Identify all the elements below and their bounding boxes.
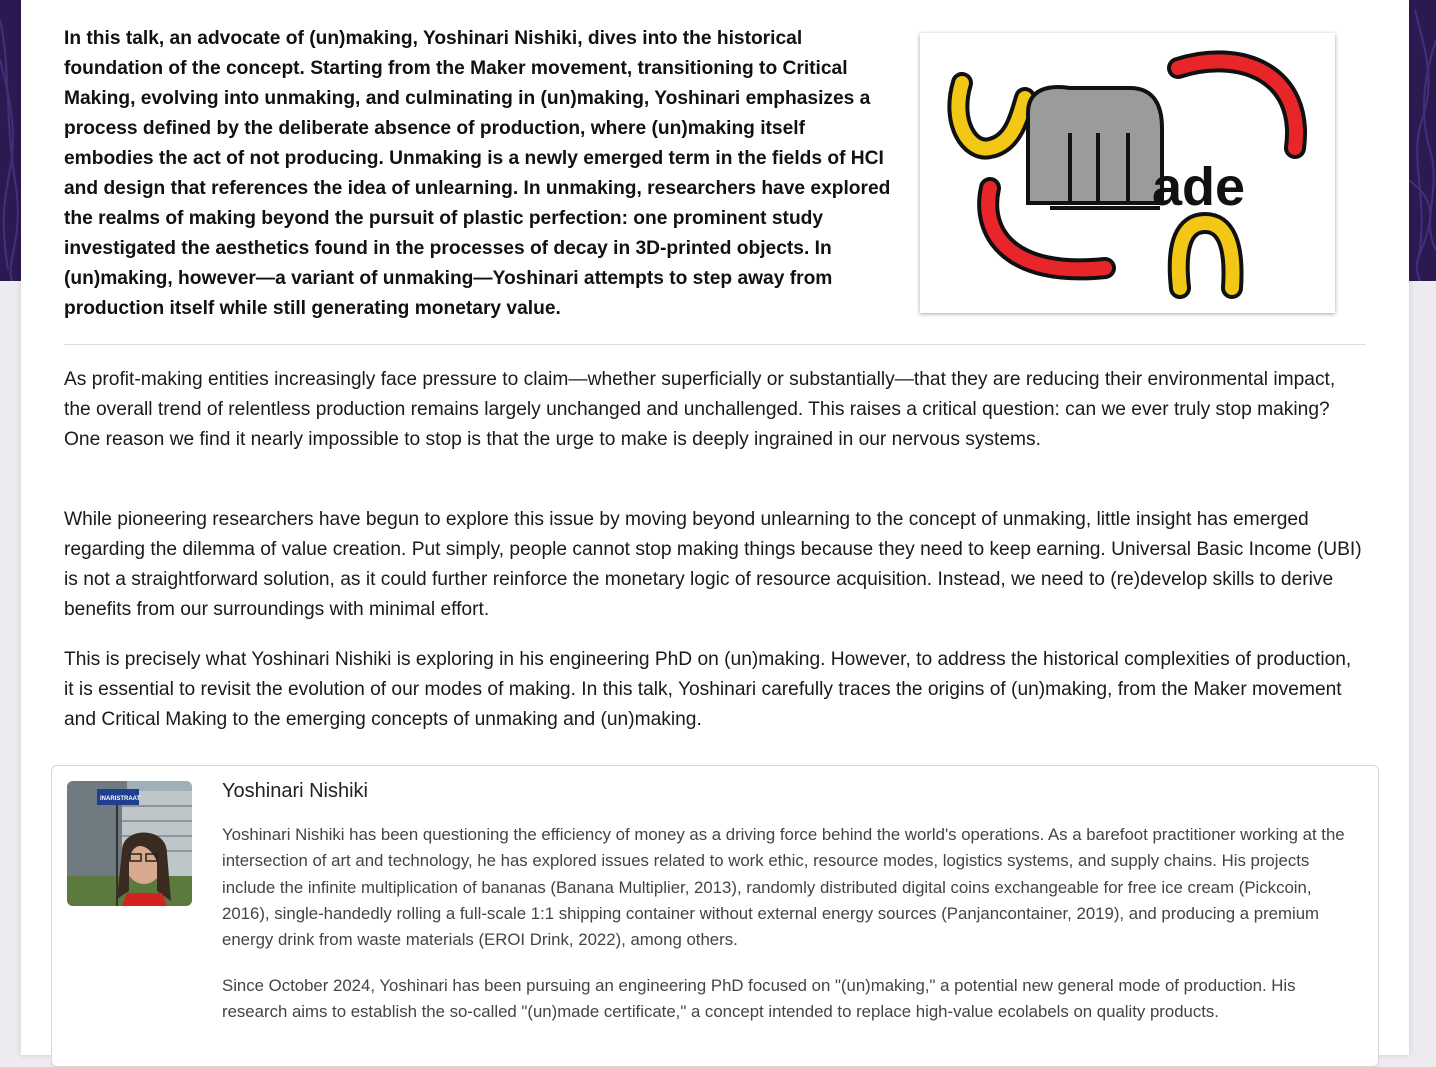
section-divider bbox=[64, 344, 1366, 345]
speaker-bio-2: Since October 2024, Yoshinari has been pursuing an engineering PhD focused on "(un)making," a potential new general mode of production. His research aims to establish the so-called "(un)made certificate," a concept intended to replace high-value ecolabels on quality products. bbox=[222, 976, 1296, 1022]
unmade-logo-graphic bbox=[920, 33, 1335, 313]
body-paragraph-3: This is precisely what Yoshinari Nishiki is exploring in his engineering PhD on (un)making. However, to address the historical complexities of production, it is essential to revisit the evolution of our modes of making. In this talk, Yoshinari carefully traces the origins of (un)making, from the Maker movement and Critical Making to the emerging concepts of unmaking and (un)making. bbox=[64, 649, 1352, 730]
street-sign-text: INARISTRAAT bbox=[100, 796, 141, 802]
content-page bbox=[21, 0, 1409, 1055]
speaker-name: Yoshinari Nishiki bbox=[222, 780, 368, 802]
body-paragraph-2: While pioneering researchers have begun to explore this issue by moving beyond unlearning to the concept of unmaking, little insight has emerged regarding the dilemma of value creation. Put simply, people cannot stop making things because they need to keep earning. Universal Basic Income (UBI) is not a straightforward solution, as it could further reinforce the monetary logic of resource acquisition. Instead, we need to (re)develop skills to derive benefits from our surroundings with minimal effort. bbox=[64, 509, 1362, 620]
speaker-card bbox=[51, 765, 1379, 1067]
logo-text: ade bbox=[1152, 157, 1246, 217]
speaker-avatar bbox=[67, 781, 192, 906]
talk-intro: In this talk, an advocate of (un)making, Yoshinari Nishiki, dives into the historical foundation of the concept. Starting from the Maker movement, transitioning to Critical Making, evolving into unmaking, and culminating in (un)making, Yoshinari emphasizes a process defined by the deliberate absence of production, where (un)making itself embodies the act of not producing. Unmaking is a newly emerged term in the fields of HCI and design that references the idea of unlearning. In unmaking, researchers have explored the realms of making beyond the pursuit of plastic perfection: one prominent study investigated the aesthetics found in the processes of decay in 3D-printed objects. In (un)making, however—a variant of unmaking—Yoshinari attempts to step away from production itself while still generating monetary value. bbox=[64, 28, 891, 319]
unmade-logo bbox=[920, 33, 1335, 313]
speaker-photo bbox=[67, 781, 192, 906]
speaker-bio-1: Yoshinari Nishiki has been questioning the efficiency of money as a driving force behind the world's operations. As a barefoot practitioner working at the intersection of art and technology, he has explored issues related to work ethic, resource modes, logistics systems, and supply chains. His projects include the infinite multiplication of bananas (Banana Multiplier, 2013), randomly distributed digital coins exchangeable for free ice cream (Pickcoin, 2016), single-handedly rolling a full-scale 1:1 shipping container without external energy sources (Panjancontainer, 2019), and producing a premium energy drink from waste materials (EROI Drink, 2022), among others. bbox=[222, 825, 1345, 950]
body-paragraph-1: As profit-making entities increasingly face pressure to claim—whether superficially or substantially—that they are reducing their environmental impact, the overall trend of relentless production remains largely unchanged and unchallenged. This raises a critical question: can we ever truly stop making? One reason we find it nearly impossible to stop is that the urge to make is deeply ingrained in our nervous systems. bbox=[64, 369, 1336, 450]
